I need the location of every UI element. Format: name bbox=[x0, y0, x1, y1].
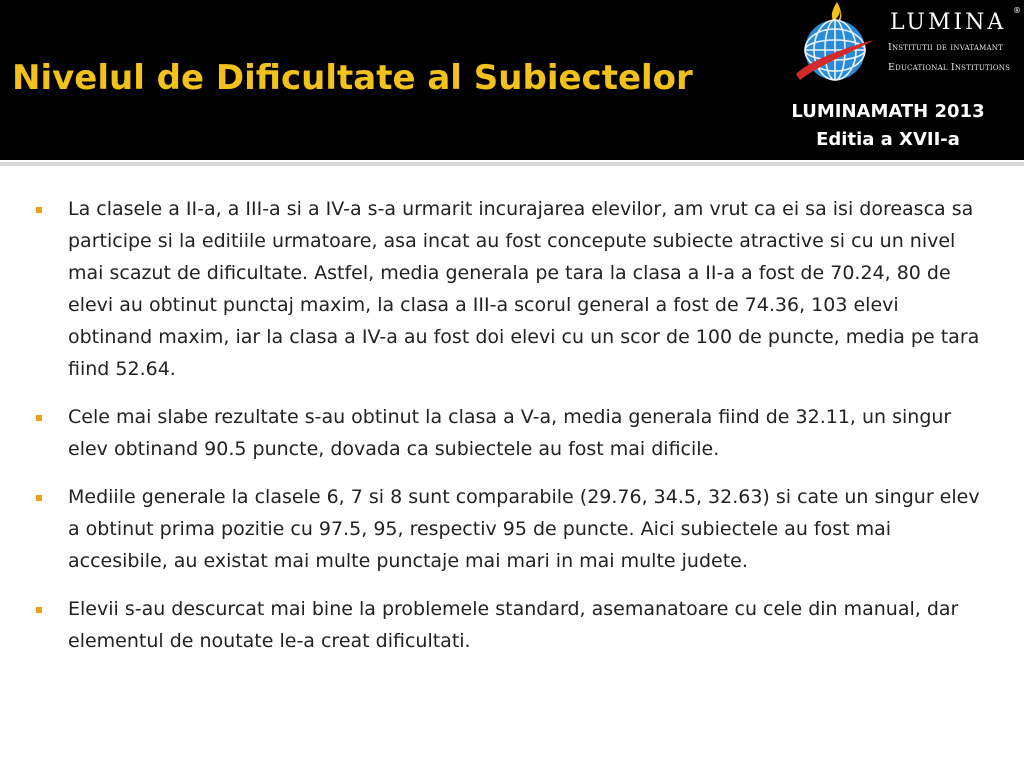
event-name: LUMINAMATH 2013 bbox=[791, 101, 985, 122]
square-bullet-icon bbox=[36, 415, 42, 421]
globe-logo-icon bbox=[790, 0, 880, 90]
bullet-text: Elevii s-au descurcat mai bine la problemele standard, asemanatoare cu cele din manual, dar elementul de noutate le-a creat dificultati. bbox=[68, 598, 959, 652]
brand-name: LUMINA bbox=[890, 10, 1007, 35]
slide-header bbox=[0, 0, 1024, 160]
header-divider bbox=[0, 162, 1024, 166]
bullet-item bbox=[36, 401, 982, 465]
bullet-text: Cele mai slabe rezultate s-au obtinut la clasa a V-a, media generala fiind de 32.11, un singur elev obtinand 90.5 puncte, dovada ca subiectele au fost mai dificile. bbox=[68, 406, 952, 460]
bullet-item bbox=[36, 593, 982, 657]
bullet-item bbox=[36, 193, 982, 385]
square-bullet-icon bbox=[36, 495, 42, 501]
bullet-text: Mediile generale la clasele 6, 7 si 8 sunt comparabile (29.76, 34.5, 32.63) si cate un singur elev a obtinut prima pozitie cu 97.5, 95, respectiv 95 de puncte. Aici subiectele au fost mai accesibile, au existat mai multe punctaje mai mari in mai multe judete. bbox=[68, 486, 980, 572]
square-bullet-icon bbox=[36, 607, 42, 613]
bullet-item bbox=[36, 481, 982, 577]
brand-subtitle-en: Educational Institutions bbox=[888, 62, 1011, 73]
bullet-list bbox=[36, 193, 982, 673]
square-bullet-icon bbox=[36, 207, 42, 213]
registered-mark: ® bbox=[1013, 6, 1021, 15]
slide-title: Nivelul de Dificultate al Subiectelor bbox=[12, 58, 693, 98]
bullet-text: La clasele a II-a, a III-a si a IV-a s-a urmarit incurajarea elevilor, am vrut ca ei sa isi doreasca sa participe si la editiile urmatoare, asa incat au fost concepute subiecte atractive si cu un nivel mai scazut de dificultate. Astfel, media generala pe tara la clasa a II-a a fost de 70.24, 80 de elevi au obtinut punctaj maxim, la clasa a III-a scorul general a fost de 74.36, 103 elevi obtinand maxim, iar la clasa a IV-a au fost doi elevi cu un scor de 100 de puncte, media pe tara fiind 52.64. bbox=[68, 198, 980, 380]
brand-subtitle-ro: Institutii de invatamant bbox=[888, 42, 1003, 53]
event-edition: Editia a XVII-a bbox=[816, 129, 960, 150]
